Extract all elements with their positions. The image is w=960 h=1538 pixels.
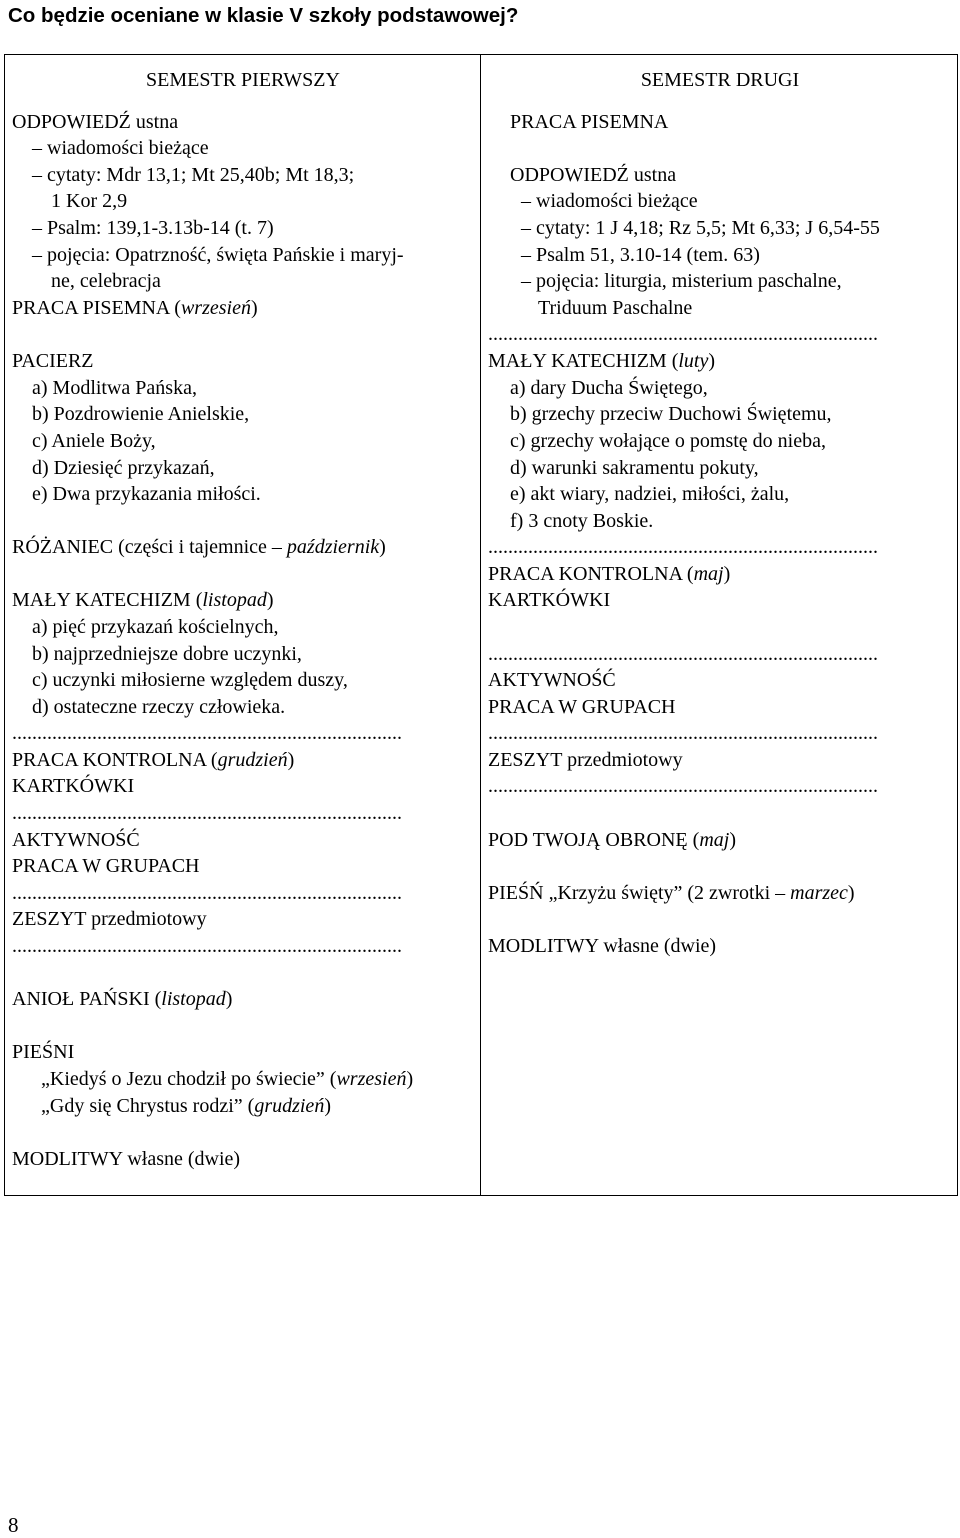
s2-dots: .............................................................................. <box>488 722 878 744</box>
s1-dots: .............................................................................. <box>12 935 402 957</box>
s1-wiadomosci: – wiadomości bieżące <box>32 137 209 159</box>
s2-psalm: – Psalm 51, 3.10-14 (tem. 63) <box>521 244 760 266</box>
s2-pojecia-2: Triduum Paschalne <box>538 297 693 319</box>
s1-pacierz-c: c) Aniele Boży, <box>32 430 156 452</box>
s1-pacierz-d: d) Dziesięć przykazań, <box>32 457 215 479</box>
page-number: 8 <box>8 1513 19 1537</box>
s2-kontrolna: PRACA KONTROLNA (maj) <box>488 563 731 585</box>
s2-modlitwy: MODLITWY własne (dwie) <box>488 935 717 957</box>
s2-katechizm-e: e) akt wiary, nadziei, miłości, żalu, <box>510 483 790 505</box>
s2-zeszyt: ZESZYT przedmiotowy <box>488 749 683 771</box>
semester-2-header: SEMESTR DRUGI <box>640 69 800 91</box>
s1-dots: .............................................................................. <box>12 722 402 744</box>
s2-obrona: POD TWOJĄ OBRONĘ (maj) <box>488 829 736 851</box>
s1-piesn-2: „Gdy się Chrystus rodzi” (grudzień) <box>41 1095 331 1117</box>
s2-dots: .............................................................................. <box>488 643 878 665</box>
s2-kartkowki: KARTKÓWKI <box>488 589 611 611</box>
s1-grupach: PRACA W GRUPACH <box>12 855 200 877</box>
s1-praca-pisemna: PRACA PISEMNA (wrzesień) <box>12 297 258 319</box>
s1-pacierz: PACIERZ <box>12 350 94 372</box>
page-title: Co będzie oceniane w klasie V szkoły podstawowej? <box>8 4 519 27</box>
s2-wiadomosci: – wiadomości bieżące <box>521 190 698 212</box>
s2-katechizm-c: c) grzechy wołające o pomstę do nieba, <box>510 430 826 452</box>
s2-katechizm-b: b) grzechy przeciw Duchowi Świętemu, <box>510 403 832 425</box>
s2-praca-pisemna: PRACA PISEMNA <box>510 111 669 133</box>
s1-aktywnosc: AKTYWNOŚĆ <box>12 829 140 851</box>
s2-pojecia-1: – pojęcia: liturgia, misterium paschalne, <box>521 270 842 292</box>
s1-katechizm-a: a) pięć przykazań kościelnych, <box>32 616 279 638</box>
s1-cytaty-1: – cytaty: Mdr 13,1; Mt 25,40b; Mt 18,3; <box>32 164 355 186</box>
s2-piesn: PIEŚŃ „Krzyżu święty” (2 zwrotki – marzec) <box>488 882 855 904</box>
s1-pacierz-e: e) Dwa przykazania miłości. <box>32 483 261 505</box>
grading-table <box>4 54 958 1196</box>
s2-katechizm-d: d) warunki sakramentu pokuty, <box>510 457 759 479</box>
s2-dots: .............................................................................. <box>488 323 878 345</box>
s1-aniol: ANIOŁ PAŃSKI (listopad) <box>12 988 233 1010</box>
s1-zeszyt: ZESZYT przedmiotowy <box>12 908 207 930</box>
s1-piesni: PIEŚNI <box>12 1041 75 1063</box>
s1-katechizm: MAŁY KATECHIZM (listopad) <box>12 589 274 611</box>
s1-odpowiedz: ODPOWIEDŹ ustna <box>12 111 179 133</box>
s1-pojecia-2: ne, celebracja <box>51 270 161 292</box>
s2-odpowiedz: ODPOWIEDŹ ustna <box>510 164 677 186</box>
s2-katechizm-f: f) 3 cnoty Boskie. <box>510 510 654 532</box>
s1-katechizm-b: b) najprzedniejsze dobre uczynki, <box>32 643 302 665</box>
s1-pojecia-1: – pojęcia: Opatrzność, święta Pańskie i maryj- <box>32 244 404 266</box>
s1-piesn-1: „Kiedyś o Jezu chodził po świecie” (wrzesień) <box>41 1068 414 1090</box>
s2-grupach: PRACA W GRUPACH <box>488 696 676 718</box>
s1-psalm: – Psalm: 139,1-3.13b-14 (t. 7) <box>32 217 274 239</box>
semester-1-header: SEMESTR PIERWSZY <box>146 69 340 91</box>
s1-kontrolna: PRACA KONTROLNA (grudzień) <box>12 749 295 771</box>
s1-rozaniec: RÓŻANIEC (części i tajemnice – październik) <box>12 536 386 558</box>
s2-cytaty: – cytaty: 1 J 4,18; Rz 5,5; Mt 6,33; J 6,54-55 <box>521 217 880 239</box>
s1-pacierz-b: b) Pozdrowienie Anielskie, <box>32 403 250 425</box>
column-divider <box>480 55 481 1195</box>
s1-dots: .............................................................................. <box>12 882 402 904</box>
s1-katechizm-d: d) ostateczne rzeczy człowieka. <box>32 696 286 718</box>
s2-aktywnosc: AKTYWNOŚĆ <box>488 669 616 691</box>
s2-katechizm: MAŁY KATECHIZM (luty) <box>488 350 716 372</box>
s1-katechizm-c: c) uczynki miłosierne względem duszy, <box>32 669 348 691</box>
s1-cytaty-2: 1 Kor 2,9 <box>51 190 128 212</box>
s2-dots: .............................................................................. <box>488 775 878 797</box>
s1-modlitwy: MODLITWY własne (dwie) <box>12 1148 241 1170</box>
s1-kartkowki: KARTKÓWKI <box>12 775 135 797</box>
s2-dots: .............................................................................. <box>488 536 878 558</box>
s1-dots: .............................................................................. <box>12 802 402 824</box>
s1-pacierz-a: a) Modlitwa Pańska, <box>32 377 197 399</box>
s2-katechizm-a: a) dary Ducha Świętego, <box>510 377 708 399</box>
